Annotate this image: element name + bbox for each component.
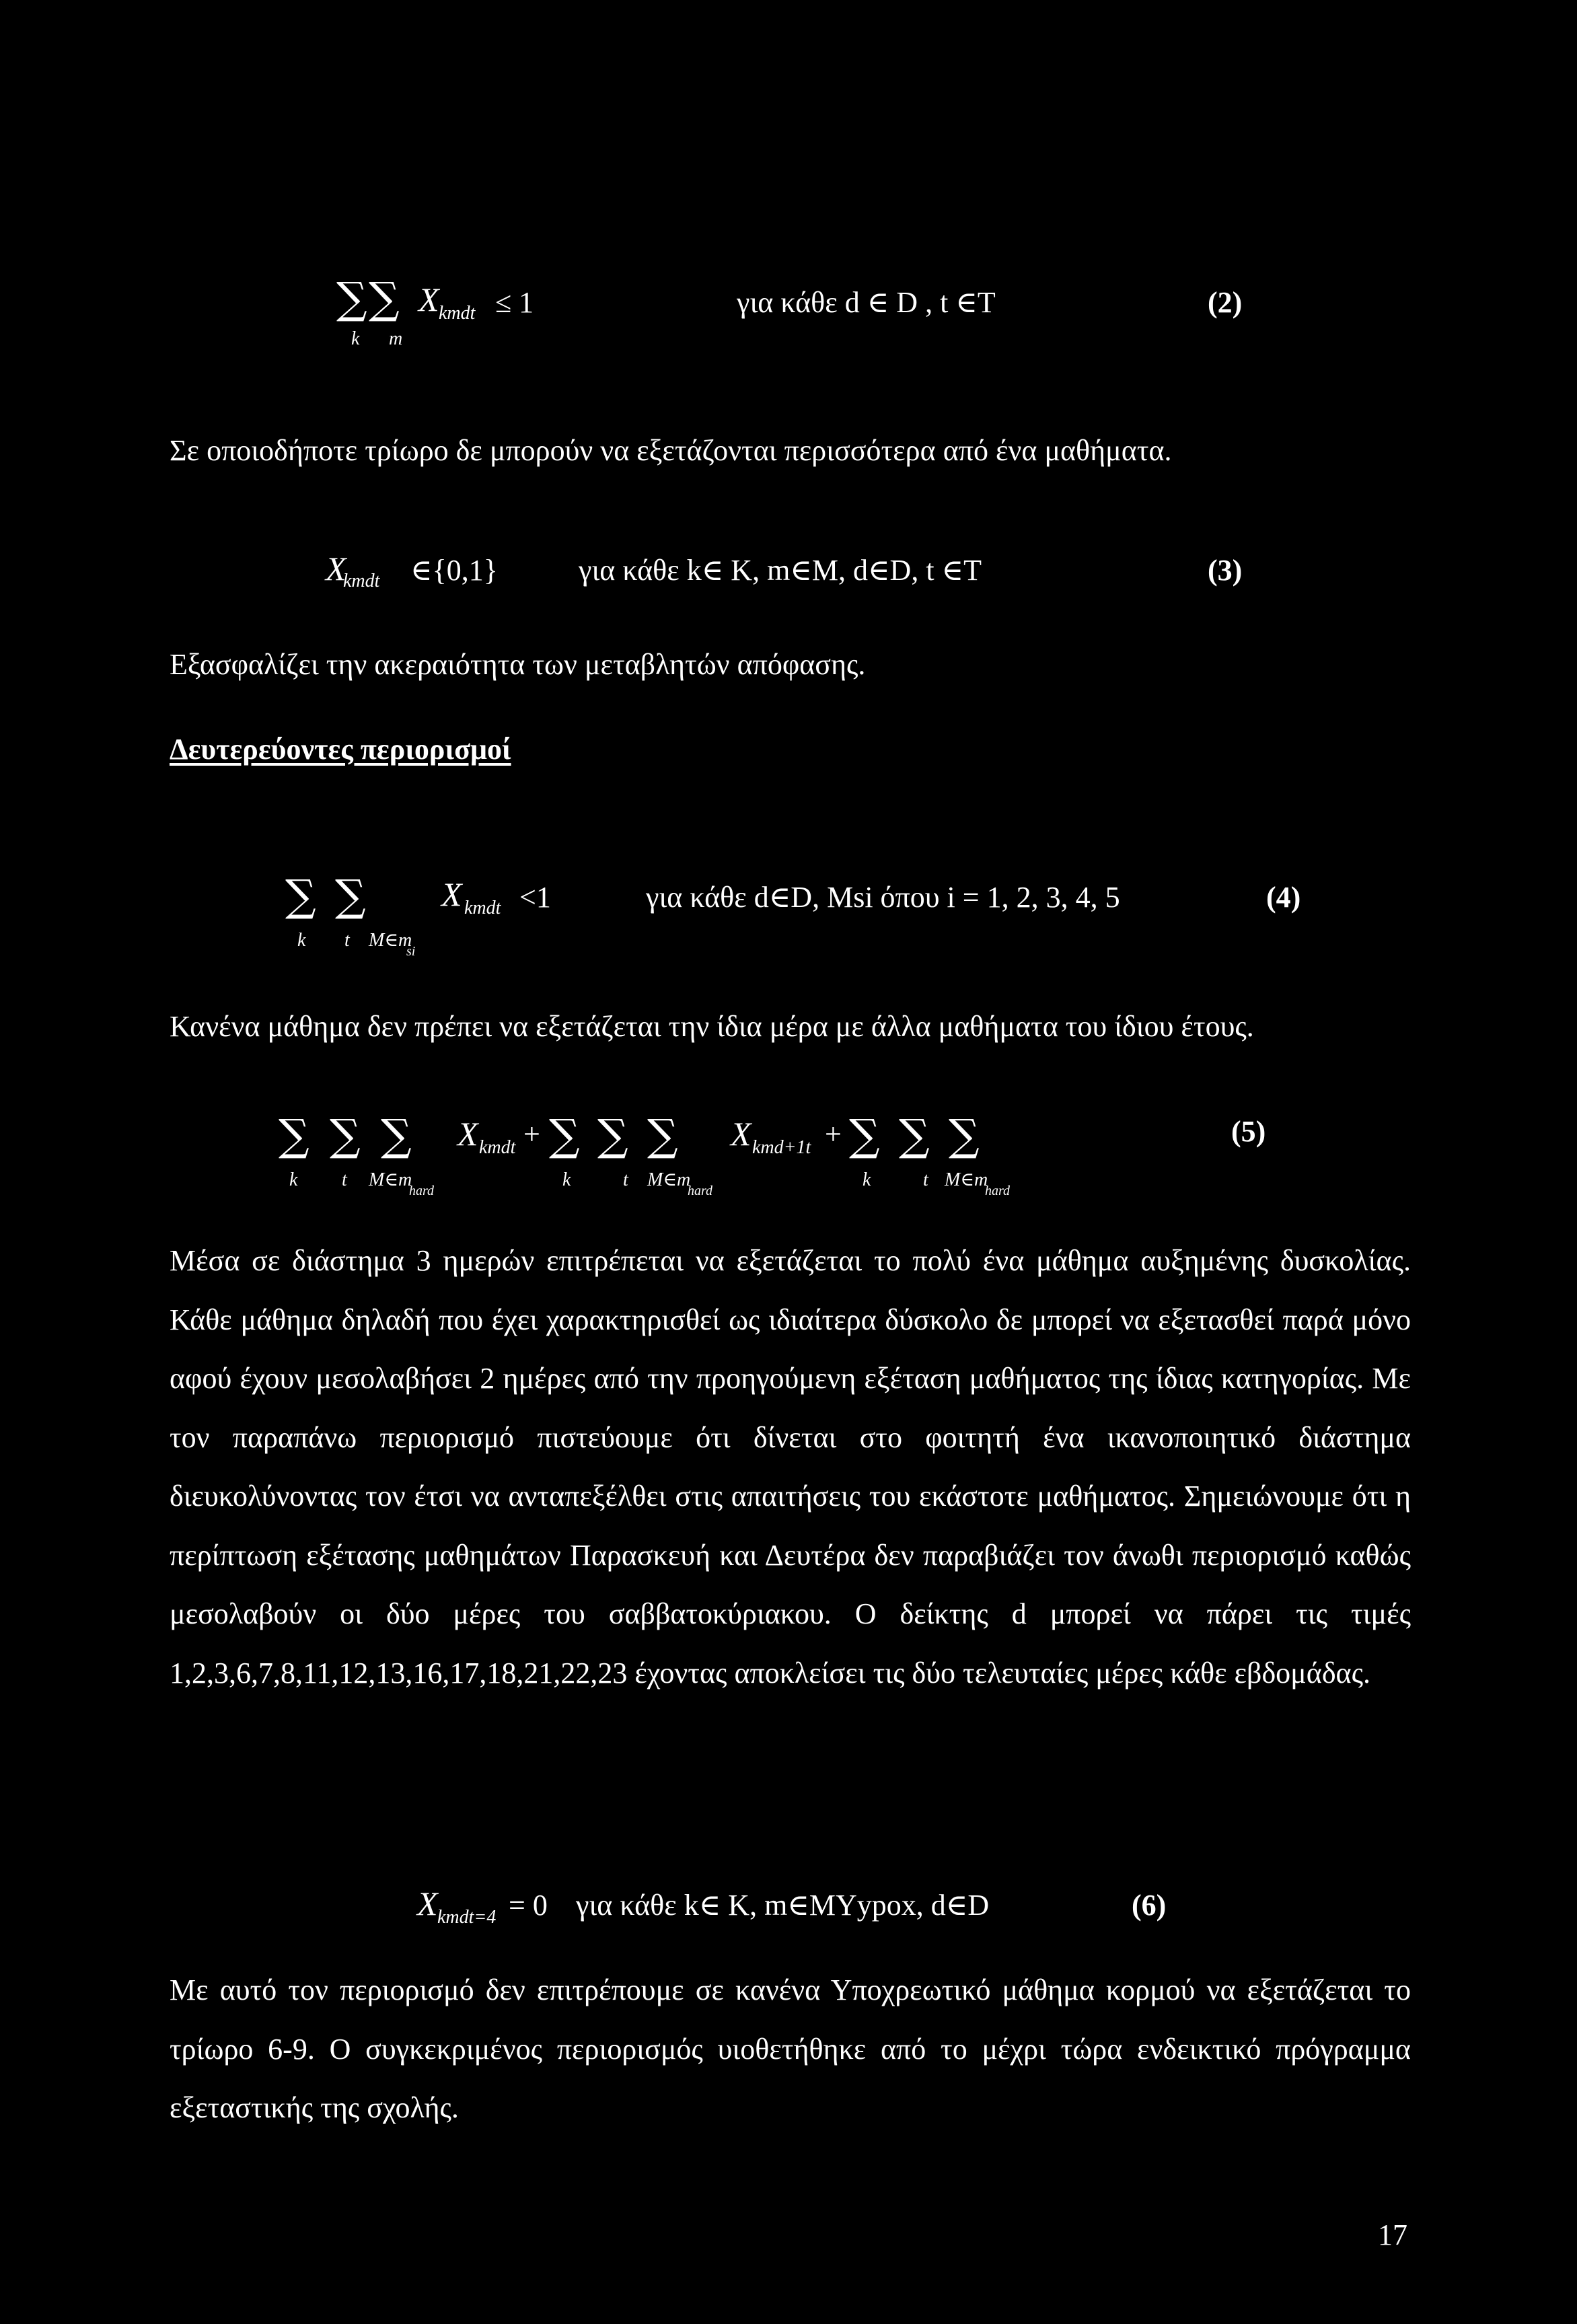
equation-number: (4) [1266,881,1301,914]
sum-index: k [289,1169,298,1190]
variable-subscript: kmdt [343,571,380,591]
paragraph: Με αυτό τον περιορισμό δεν επιτρέπουμε σε κανένα Υποχρεωτικό μάθημα κορμού να εξετάζεται το τρίωρο 6-9. Ο συγκεκριμένος περιορισμός υιοθετήθηκε από το μέχρι τώρα ενδεικτικό πρόγραμμα εξεταστικής της σχολής. [170,1973,1411,2124]
variable-subscript: kmd+1t [752,1137,811,1158]
equation-condition: για κάθε k∈ K, m∈M, d∈D, t ∈T [579,554,982,587]
sum-index-subscript: hard [688,1184,713,1198]
equation-number: (3) [1208,554,1243,587]
variable-x: X [326,550,346,587]
sum-index: M∈m [369,930,412,951]
variable-x: X [731,1115,751,1153]
sum-symbol: ∑ [381,1111,412,1161]
sum-symbol: ∑ [369,274,400,324]
sum-symbol: ∑ [849,1111,880,1161]
variable-subscript: kmdt=4 [437,1907,497,1928]
sum-index-subscript: si [406,944,416,959]
sum-symbol: ∑ [597,1111,628,1161]
sum-symbol: ∑ [899,1111,930,1161]
sum-index: m [389,328,403,349]
sum-symbol: ∑ [949,1111,980,1161]
variable-subscript: kmdt [464,898,501,918]
sum-index-subscript: hard [985,1184,1011,1198]
paragraph: Σε οποιοδήποτε τρίωρο δε μπορούν να εξετάζονται περισσότερα από ένα μαθήματα. [170,434,1172,467]
variable-subscript: kmdt [439,303,476,324]
sum-index: t [923,1169,928,1190]
sum-index: t [623,1169,628,1190]
sum-index: M∈m [945,1169,988,1190]
variable-x: X [441,875,462,913]
variable-x: X [417,1885,438,1922]
membership-rhs: ∈{0,1} [410,554,498,587]
equation-rhs: = 0 [509,1889,548,1922]
sum-symbol: ∑ [285,871,316,921]
sum-index: k [351,328,360,349]
section-heading: Δευτερεύοντες περιορισμοί [170,733,511,766]
sum-symbol: ∑ [335,871,366,921]
sum-symbol: ∑ [279,1111,309,1161]
equation-number: (2) [1208,286,1243,319]
paragraph: Εξασφαλίζει την ακεραιότητα των μεταβλητών απόφασης. [170,648,866,681]
variable-subscript: kmdt [479,1137,516,1158]
sum-index: M∈m [647,1169,691,1190]
sum-index: t [342,1169,347,1190]
sum-symbol: ∑ [549,1111,580,1161]
inequality-rhs: ≤ 1 [495,286,534,319]
plus-sign: + [523,1118,540,1151]
sum-symbol: ∑ [330,1111,361,1161]
sum-index: k [863,1169,871,1190]
sum-symbol: ∑ [336,274,367,324]
equation-condition: για κάθε k∈ K, m∈MYypox, d∈D [576,1889,990,1922]
equation-condition: για κάθε d∈D, Msi όπου i = 1, 2, 3, 4, 5 [646,881,1120,914]
equation-number: (6) [1132,1889,1167,1922]
variable-x: X [418,281,439,318]
paragraph: Μέσα σε διάστημα 3 ημερών επιτρέπεται να εξετάζεται το πολύ ένα μάθημα αυξημένης δυσκολίας. Κάθε μάθημα δηλαδή που έχει χαρακτηρισθεί ως ιδιαίτερα δύσκολο δε μπορεί να εξετασθεί παρά μόνο αφού έχουν μεσολαβήσει 2 ημέρες από την προηγούμενη εξέταση μαθήματος της ίδιας κατηγορίας. Με τον παραπάνω περιορισμό πιστεύουμε ότι δίνεται στο φοιτητή ένα ικανοποιητικό διάστημα διευκολύνοντας τον έτσι να ανταπεξέλθει στις απαιτήσεις του εκάστοτε μαθήματος. Σημειώνουμε ότι η περίπτωση εξέτασης μαθημάτων Παρασκευή και Δευτέρα δεν παραβιάζει τον άνωθι περιορισμό καθώς μεσολαβούν οι δύο μέρες του σαββατοκύριακου. Ο δείκτης d μπορεί να πάρει τις τιμές 1,2,3,6,7,8,11,12,13,16,17,18,21,22,23 έχοντας αποκλείσει τις δύο τελευταίες μέρες κάθε εβδομάδας. [170,1244,1411,1690]
sum-index: M∈m [369,1169,412,1190]
equation-condition: για κάθε d ∈ D , t ∈T [737,286,996,319]
sum-index: t [344,930,350,951]
variable-x: X [457,1115,478,1153]
equation-number: (5) [1231,1115,1266,1148]
paragraph: Κανένα μάθημα δεν πρέπει να εξετάζεται την ίδια μέρα με άλλα μαθήματα του ίδιου έτους. [170,1010,1254,1043]
sum-index-subscript: hard [409,1184,435,1198]
sum-index: k [562,1169,571,1190]
plus-sign: + [825,1118,842,1151]
sum-index: k [297,930,306,951]
inequality-rhs: <1 [519,881,551,914]
page-number: 17 [1378,2218,1407,2251]
sum-symbol: ∑ [647,1111,678,1161]
